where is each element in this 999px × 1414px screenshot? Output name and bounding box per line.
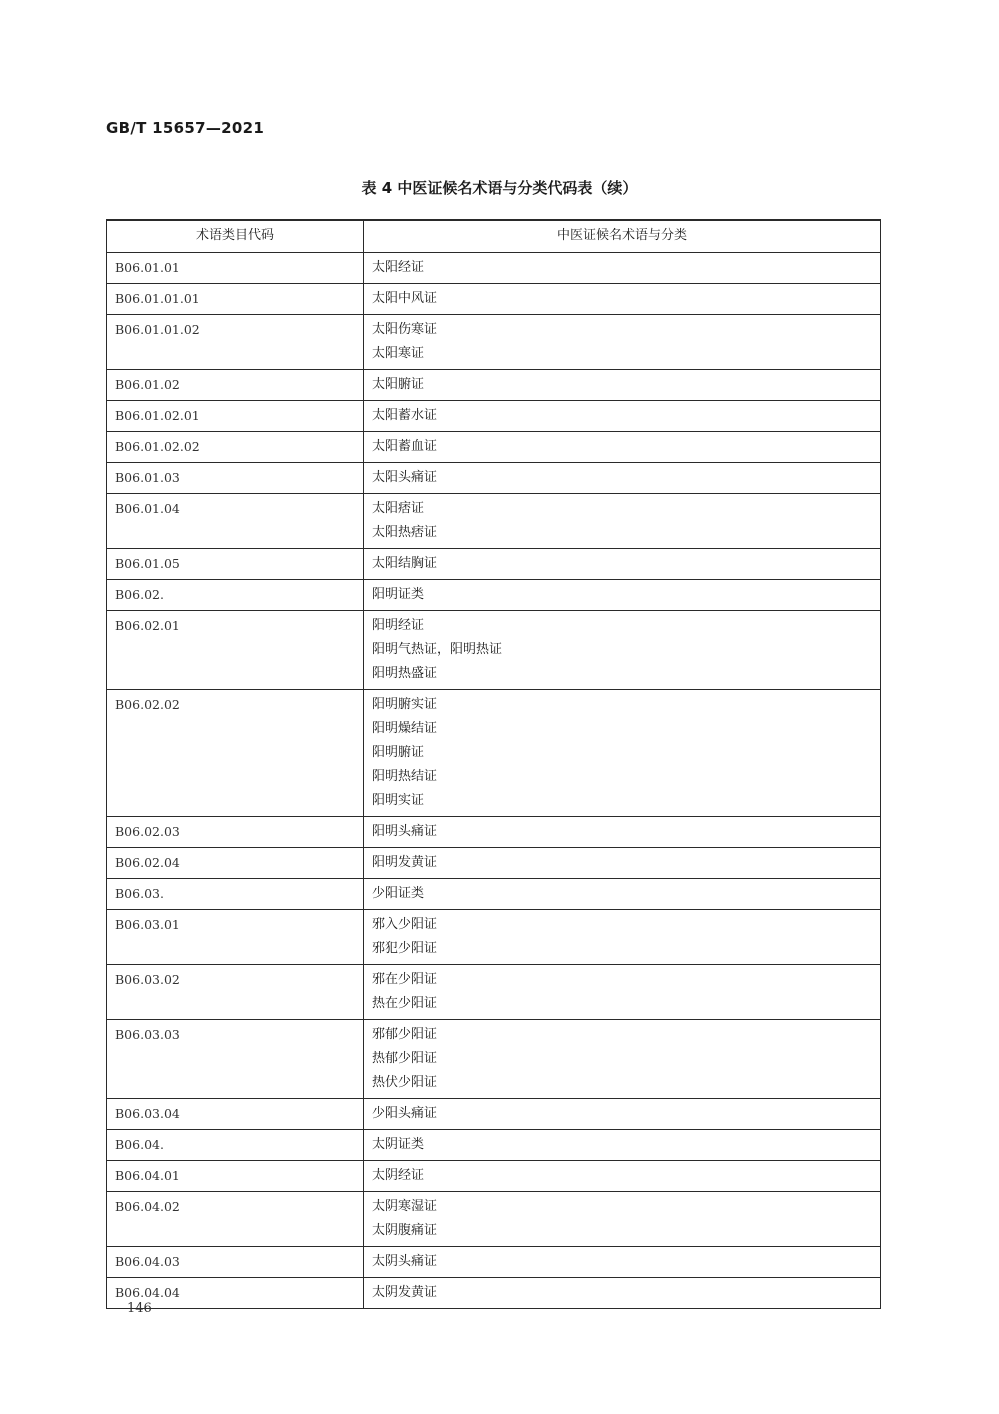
term-name: 太阳寒证 [372,345,425,361]
table-row [107,400,881,431]
term-code-cell: B06.03. [107,878,364,909]
term-name: 太阴腹痛证 [372,1222,438,1238]
term-code-cell: B06.04.04 [107,1277,364,1308]
term-name: 阳明气热证，阳明热证 [372,641,503,657]
term-name-cell [364,610,881,689]
term-code-cell: B06.01.01.02 [107,314,364,369]
term-name-cell [364,816,881,847]
table-row [107,252,881,283]
term-name: 太阴寒湿证 [372,1198,438,1214]
term-name: 热郁少阳证 [372,1050,438,1066]
table-header-row [107,220,881,252]
term-name: 热伏少阳证 [372,1074,438,1090]
term-name: 阳明燥结证 [372,720,438,736]
table-row [107,579,881,610]
page-number: 146 [127,1301,152,1316]
term-name: 太阳腑证 [372,376,425,392]
term-name: 阳明头痛证 [372,823,438,839]
term-name-cell [364,964,881,1019]
term-name-cell [364,579,881,610]
term-name: 太阳伤寒证 [372,321,438,337]
term-name: 邪犯少阳证 [372,940,438,956]
table-row [107,1019,881,1098]
table-row [107,1277,881,1308]
term-name: 邪入少阳证 [372,916,438,932]
table-row [107,909,881,964]
term-name: 热在少阳证 [372,995,438,1011]
term-name: 太阳经证 [372,259,425,275]
term-code-cell: B06.04.03 [107,1246,364,1277]
table-body [107,252,881,1308]
table-row [107,1246,881,1277]
table-row [107,548,881,579]
term-name: 邪郁少阳证 [372,1026,438,1042]
term-code-cell: B06.01.02 [107,369,364,400]
term-name: 太阳蓄血证 [372,438,438,454]
term-code-cell: B06.01.01.01 [107,283,364,314]
term-name: 太阳头痛证 [372,469,438,485]
term-name-cell [364,314,881,369]
term-name: 阳明实证 [372,792,425,808]
table-row [107,878,881,909]
term-code-cell: B06.04. [107,1129,364,1160]
term-name-cell [364,462,881,493]
term-code-cell: B06.01.04 [107,493,364,548]
term-name: 阳明热结证 [372,768,438,784]
table-row [107,314,881,369]
term-code-cell: B06.03.01 [107,909,364,964]
table-row [107,431,881,462]
term-name-cell [364,689,881,816]
table-row [107,369,881,400]
table-row [107,847,881,878]
term-name: 邪在少阳证 [372,971,438,987]
column-header-code: 术语类目代码 [107,220,364,252]
term-name-cell [364,1191,881,1246]
standard-code: GB/T 15657—2021 [106,119,265,137]
term-name: 太阳中风证 [372,290,438,306]
term-code-table [106,219,881,1309]
term-code-cell: B06.03.04 [107,1098,364,1129]
term-code-cell: B06.02.04 [107,847,364,878]
term-name-cell [364,548,881,579]
term-code-cell: B06.01.03 [107,462,364,493]
term-name: 少阳证类 [372,885,425,901]
term-name-cell [364,1129,881,1160]
term-name-cell [364,400,881,431]
table-row [107,1098,881,1129]
table-row [107,610,881,689]
term-name-cell [364,1246,881,1277]
term-name-cell [364,878,881,909]
table-row [107,1129,881,1160]
term-name-cell [364,493,881,548]
table-row [107,283,881,314]
term-code-cell: B06.04.01 [107,1160,364,1191]
term-name: 阳明证类 [372,586,425,602]
term-code-cell: B06.01.02.01 [107,400,364,431]
term-name-cell [364,847,881,878]
term-name-cell [364,909,881,964]
term-name: 太阳痞证 [372,500,425,516]
term-name: 阳明热盛证 [372,665,438,681]
term-code-cell: B06.01.05 [107,548,364,579]
term-code-cell: B06.03.03 [107,1019,364,1098]
term-name: 太阳蓄水证 [372,407,438,423]
term-name: 太阴头痛证 [372,1253,438,1269]
term-code-cell: B06.03.02 [107,964,364,1019]
table-title: 表 4 中医证候名术语与分类代码表（续） [361,179,638,197]
term-name-cell [364,369,881,400]
term-name-cell [364,1019,881,1098]
table-row [107,816,881,847]
term-name: 阳明腑证 [372,744,425,760]
term-name-cell [364,283,881,314]
table-row [107,1191,881,1246]
term-code-cell: B06.02.03 [107,816,364,847]
term-name: 太阴经证 [372,1167,425,1183]
term-name-cell [364,431,881,462]
term-name: 阳明腑实证 [372,696,438,712]
term-name: 太阴证类 [372,1136,425,1152]
term-name-cell [364,1277,881,1308]
term-name: 阳明发黄证 [372,854,438,870]
table-row [107,1160,881,1191]
term-name-cell [364,1098,881,1129]
column-header-term: 中医证候名术语与分类 [364,220,881,252]
term-name: 少阳头痛证 [372,1105,438,1121]
table-row [107,689,881,816]
term-code-cell: B06.01.02.02 [107,431,364,462]
table-row [107,964,881,1019]
term-code-cell: B06.02. [107,579,364,610]
term-name: 太阳热痞证 [372,524,438,540]
table-row [107,493,881,548]
term-code-cell: B06.02.02 [107,689,364,816]
term-code-cell: B06.04.02 [107,1191,364,1246]
term-name: 阳明经证 [372,617,425,633]
term-name-cell [364,252,881,283]
term-name: 太阴发黄证 [372,1284,438,1300]
term-name-cell [364,1160,881,1191]
table-row [107,462,881,493]
term-code-cell: B06.02.01 [107,610,364,689]
term-name: 太阳结胸证 [372,555,438,571]
term-code-cell: B06.01.01 [107,252,364,283]
